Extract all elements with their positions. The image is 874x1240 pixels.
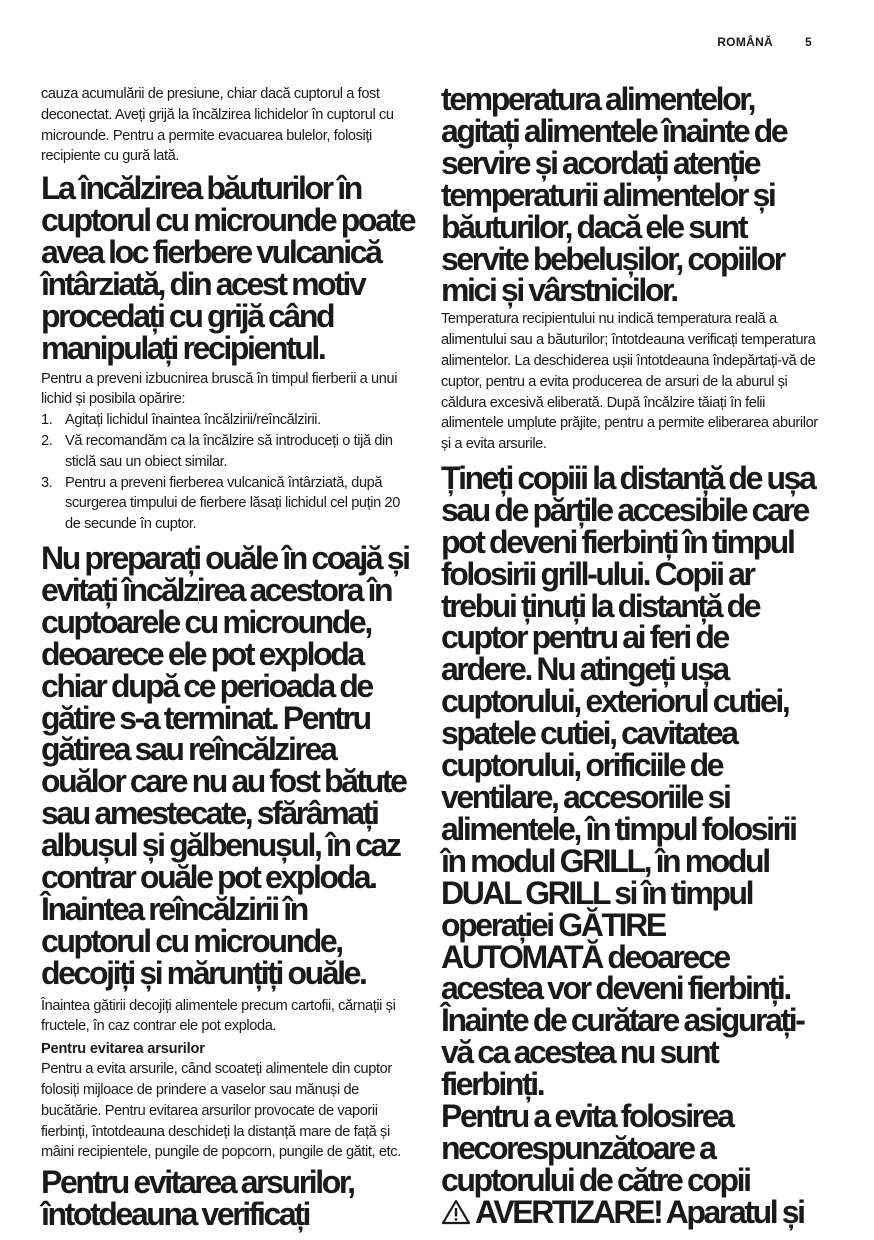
warning-keep-children-away: Țineți copiii la distanță de ușa sau de părțile accesibile care pot deveni fierbinți în timpul folosirii grill-ului. Copii ar trebui ținuți la distanță de cuptor pentru ai feri de ardere. Nu atingeți ușa cuptorului, exteriorul cutiei, spatele cutiei, cavitatea cuptorului, orificiile de ventilare, accesoriile si alimentele, în timpul folosirii în modul GRILL, în modul DUAL GRILL si în timpul operației GĂTIRE AUTOMATĂ deoarece acestea vor deveni fierbinți. Înainte de curătare asigurați-vă ca acestea nu sunt fierbinți. [441, 459, 815, 1103]
list-item-number: 3. [41, 474, 53, 491]
intro-paragraph: cauza acumulării de presiune, chiar dacă cuptorul a fost deconectat. Aveți grijă la încălzirea lichidelor în cuptorul cu microunde. Pentru a permite evacuarea bulelor, folosiți recipiente cu gură lată. [41, 86, 394, 165]
list-item-text: Agitați lichidul înaintea încălzirii/reîncălzirii. [65, 412, 321, 429]
list-item-text: Vă recomandăm ca la încălzire să introduceți o tijă din sticlă sau un obiect similar. [65, 433, 393, 470]
right-column [441, 81, 821, 1230]
list-item-number: 1. [41, 412, 53, 429]
warning-eggs: Nu preparați ouăle în coajă și evitați încălzirea acestora în cuptoarele cu microunde, deoarece ele pot exploda chiar după ce perioada de gătire s-a terminat. Pentru gătirea sau reîncălzirea ouălor care nu au fost bătute sau amestecate, sfărâmați albușul și gălbenușul, în caz contrar ouăle pot exploda. Înaintea reîncălzirii în cuptorul cu microunde, decojiți și mărunțiți ouăle. [41, 540, 409, 991]
avertizare-line [441, 1193, 821, 1230]
list-item [41, 431, 419, 473]
warning-children-misuse: Pentru a evita folosirea necorespunzătoare a cuptorului de către copii [441, 1098, 750, 1198]
warning-delayed-boiling: La încălzirea băuturilor în cuptorul cu microunde poate avea loc fierbere vulcanică întârziată, din acest motiv procedați cu grijă când manipulați recipientul. [41, 170, 415, 366]
left-column [41, 84, 419, 1231]
avertizare-text: AVERTIZARE! Aparatul și [475, 1193, 804, 1230]
warning-verify-temperature: Pentru evitarea arsurilor, întotdeauna verificați [41, 1164, 354, 1233]
container-temperature-paragraph: Temperatura recipientului nu indică temperatura reală a alimentului sau a băuturilor; întotdeauna verificați temperatura alimentelor. La deschiderea ușii întotdeauna îndepărtați-vă de cuptor, pentru a evita producerea de arsuri de la aburul și căldura excesivă eliberată. După încălzire tăiați în felii alimentele umplute prăjite, pentru a permite eliberarea aburilor și a evita arsurile. [441, 311, 818, 453]
header-language: ROMÂNĂ [717, 35, 774, 49]
prevention-steps-list [41, 410, 419, 535]
warning-verify-temperature-continued: temperatura alimentelor, agitați alimentele înainte de servire și acordați atenție temperaturii alimentelor și băuturilor, dacă ele sunt servite bebelușilor, copiilor mici și vârstnicilor. [441, 81, 787, 309]
peel-foods-paragraph: Înaintea gătirii decojiți alimentele precum cartofii, cărnații și fructele, în caz contrar ele pot exploda. [41, 997, 396, 1035]
list-item-number: 2. [41, 433, 53, 450]
page-header [717, 35, 812, 49]
prevent-eruption-intro: Pentru a preveni izbucnirea bruscă în timpul fierberii a unui lichid și posibila opărire: [41, 370, 398, 408]
burns-subheading: Pentru evitarea arsurilor [41, 1041, 205, 1058]
list-item-text: Pentru a preveni fierberea vulcanică întârziată, după scurgerea timpului de fierbere lăsați lichidul cel puțin 20 de secunde în cuptor. [65, 474, 400, 533]
warning-triangle-icon [441, 1199, 471, 1225]
list-item [41, 473, 419, 535]
page-number: 5 [805, 35, 812, 49]
burns-paragraph: Pentru a evita arsurile, când scoateți alimentele din cuptor folosiți mijloace de prindere a vaselor sau mănuși de bucătărie. Pentru evitarea arsurilor provocate de vaporii fierbinți, întotdeauna deschideți la distanță mare de față și mâini recipientele, pungile de popcorn, pungile de gătit, etc. [41, 1061, 401, 1161]
list-item [41, 410, 419, 431]
